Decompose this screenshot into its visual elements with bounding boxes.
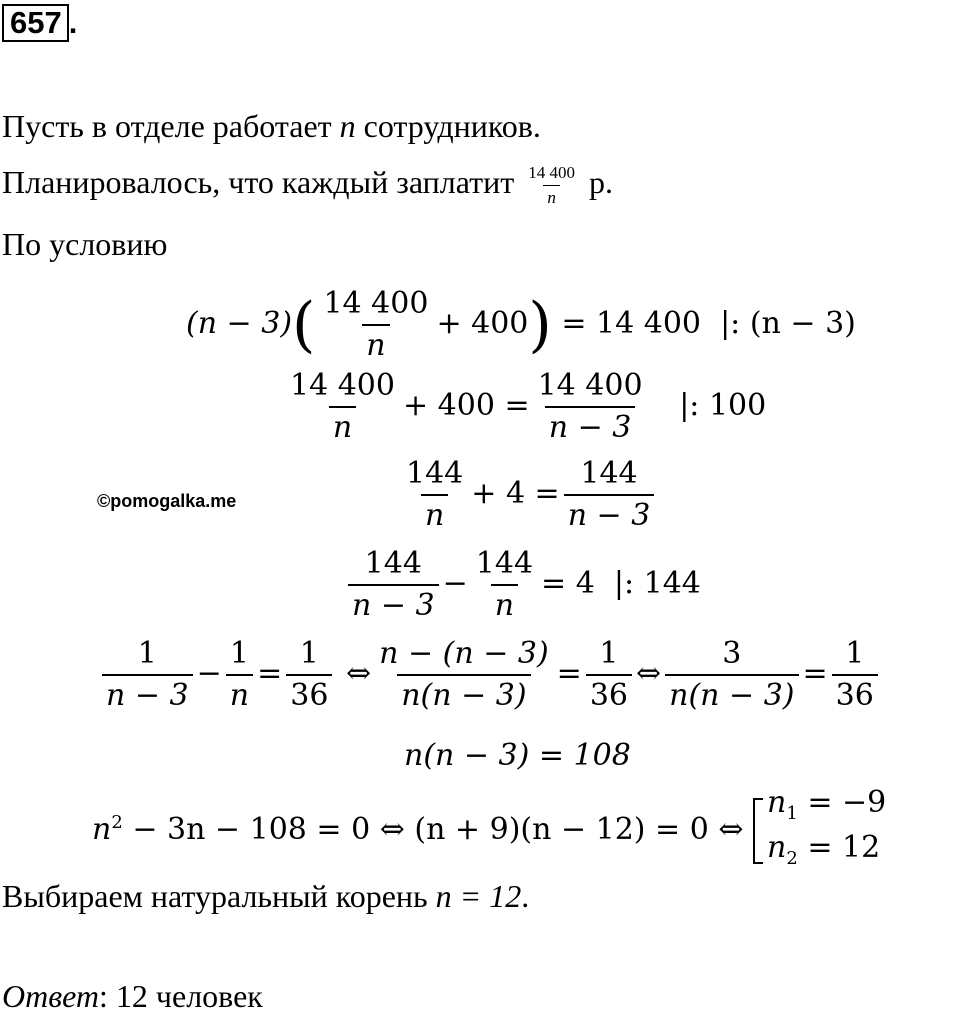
equation-1: (n − 3)( $\frac{14 400}{n}$ + 400) = 14 400 |: (n − 3) — [186, 286, 856, 363]
equation-7: $n^2 - 3n - 108 = 0$ ⇔ (n + 9)(n − 12) = 0 ⇔ $n_1 = -9$ $n_2 = 12$ — [92, 786, 886, 876]
equation-2: $\frac{14 400}{n}$ + 400 = $\frac{14 400}{n - 3}$ |: 100 — [290, 368, 767, 445]
problem-number: 657 . — [2, 4, 77, 42]
equation-3: $\frac{144}{n}$ + 4 = $\frac{144}{n - 3}$ — [398, 456, 658, 534]
equation-4: $\frac{144}{n - 3}$ − $\frac{144}{n}$ = 4 |: 144 — [344, 546, 701, 624]
conclusion-line: Выбираем натуральный корень n = 12. — [2, 878, 530, 914]
watermark: ©pomogalka.me — [97, 491, 237, 511]
answer-line: Ответ: 12 человек — [2, 978, 263, 1014]
intro-line-2: Планировалось, что каждый заплатит $\frac{14 400}{n}$ р. — [2, 163, 613, 208]
cost-fraction: $\frac{14 400}{n}$ — [528, 163, 575, 208]
equation-5: $\frac{1}{n - 3}$ − $\frac{1}{n}$ = $\frac{1}{36}$ ⇔ $\frac{n - (n - 3)}{n(n - 3)}$ = $\frac{1}{36}$ ⇔ $\frac{3}{n(n - 3)}$ = $\frac{1}{36}$ — [98, 636, 882, 714]
intro-line-1: Пусть в отделе работает n сотрудников. — [2, 108, 541, 144]
roots-system: $n_1 = -9$ $n_2 = 12$ — [753, 786, 886, 876]
intro-line-3: По условию — [2, 226, 168, 262]
equation-6: n(n − 3) = 108 — [404, 738, 631, 773]
